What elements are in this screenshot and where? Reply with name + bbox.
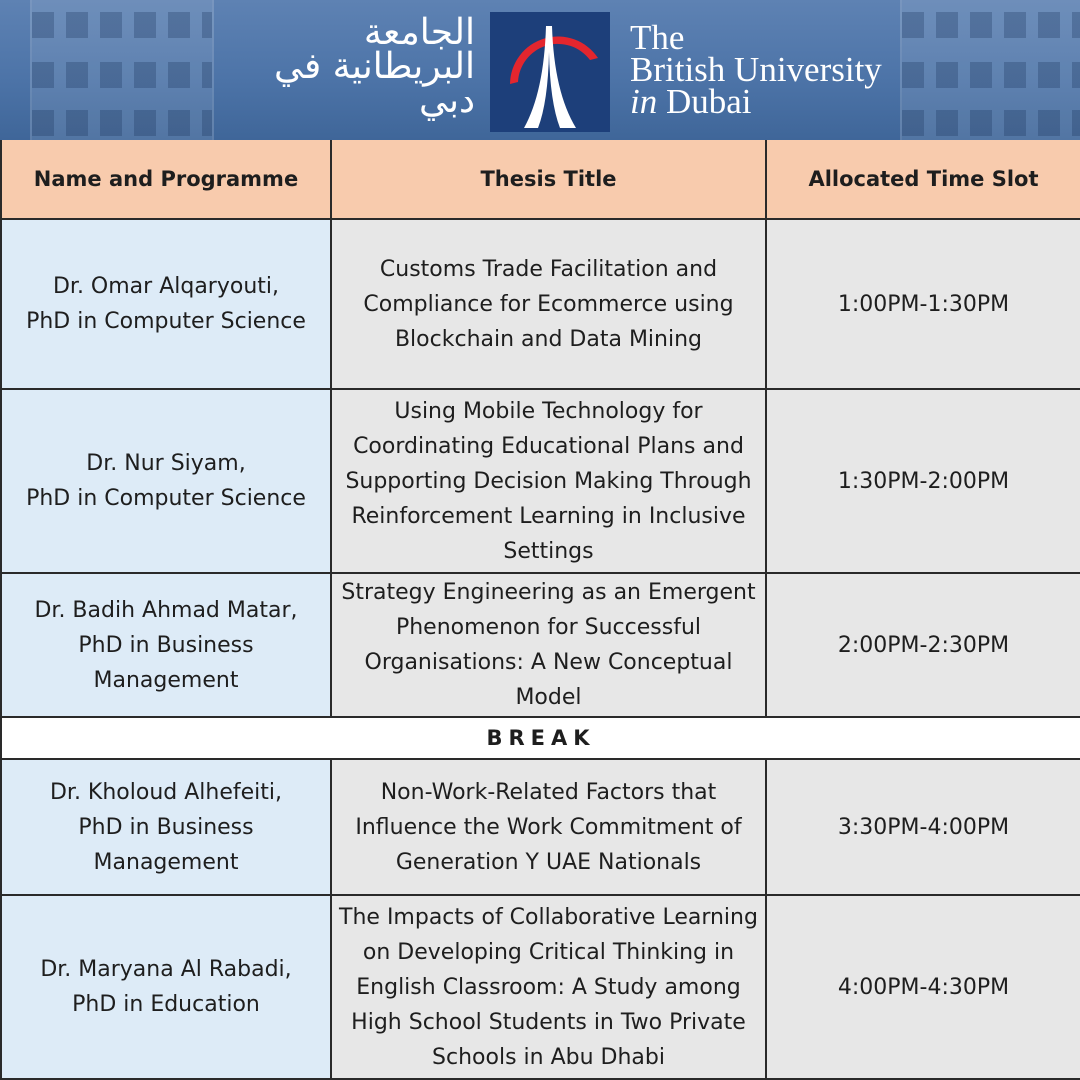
header-banner <box>0 0 1080 140</box>
table-row <box>2 390 1080 574</box>
thesis-title-cell: Using Mobile Technology for Coordinating Educational Plans and Supporting Decision Making Through Reinforcement Learning in Inclusive Settings <box>332 390 767 572</box>
defense-schedule-table <box>0 140 1080 1080</box>
time-slot-cell: 3:30PM-4:00PM <box>767 760 1080 894</box>
thesis-title-cell: The Impacts of Collaborative Learning on Developing Critical Thinking in English Classroom: A Study among High School Students in Two Private Schools in Abu Dhabi <box>332 896 767 1078</box>
table-row <box>2 574 1080 718</box>
time-slot-cell: 1:00PM-1:30PM <box>767 220 1080 388</box>
thesis-title-cell: Non-Work-Related Factors that Influence the Work Commitment of Generation Y UAE Nationals <box>332 760 767 894</box>
thesis-title-cell: Customs Trade Facilitation and Compliance for Ecommerce using Blockchain and Data Mining <box>332 220 767 388</box>
column-header-name: Name and Programme <box>2 140 332 218</box>
column-header-thesis-title: Thesis Title <box>332 140 767 218</box>
english-name-line: The <box>630 18 685 57</box>
arabic-name-line: دبي <box>418 80 475 121</box>
background-building <box>900 0 1080 140</box>
name-programme-cell: Dr. Kholoud Alhefeiti, PhD in Business Management <box>2 760 332 894</box>
name-programme-cell: Dr. Nur Siyam, PhD in Computer Science <box>2 390 332 572</box>
table-row <box>2 896 1080 1078</box>
arabic-name-line: الجامعة <box>363 12 475 53</box>
column-header-time-slot: Allocated Time Slot <box>767 140 1080 218</box>
english-university-name <box>630 18 882 121</box>
english-name-line: British University <box>630 50 882 89</box>
name-programme-cell: Dr. Maryana Al Rabadi, PhD in Education <box>2 896 332 1078</box>
time-slot-cell: 4:00PM-4:30PM <box>767 896 1080 1078</box>
english-name-line: in Dubai <box>630 82 752 121</box>
table-header-row <box>2 140 1080 220</box>
name-programme-cell: Dr. Badih Ahmad Matar, PhD in Business Management <box>2 574 332 716</box>
university-emblem-icon <box>490 12 610 132</box>
arabic-university-name <box>200 12 475 121</box>
name-programme-cell: Dr. Omar Alqaryouti, PhD in Computer Science <box>2 220 332 388</box>
arabic-name-line: البريطانية في <box>273 46 475 87</box>
time-slot-cell: 2:00PM-2:30PM <box>767 574 1080 716</box>
table-row <box>2 220 1080 390</box>
break-label: BREAK <box>2 718 1080 758</box>
thesis-title-cell: Strategy Engineering as an Emergent Phenomenon for Successful Organisations: A New Conceptual Model <box>332 574 767 716</box>
table-row <box>2 760 1080 896</box>
background-building <box>30 0 214 140</box>
break-row <box>2 718 1080 760</box>
time-slot-cell: 1:30PM-2:00PM <box>767 390 1080 572</box>
